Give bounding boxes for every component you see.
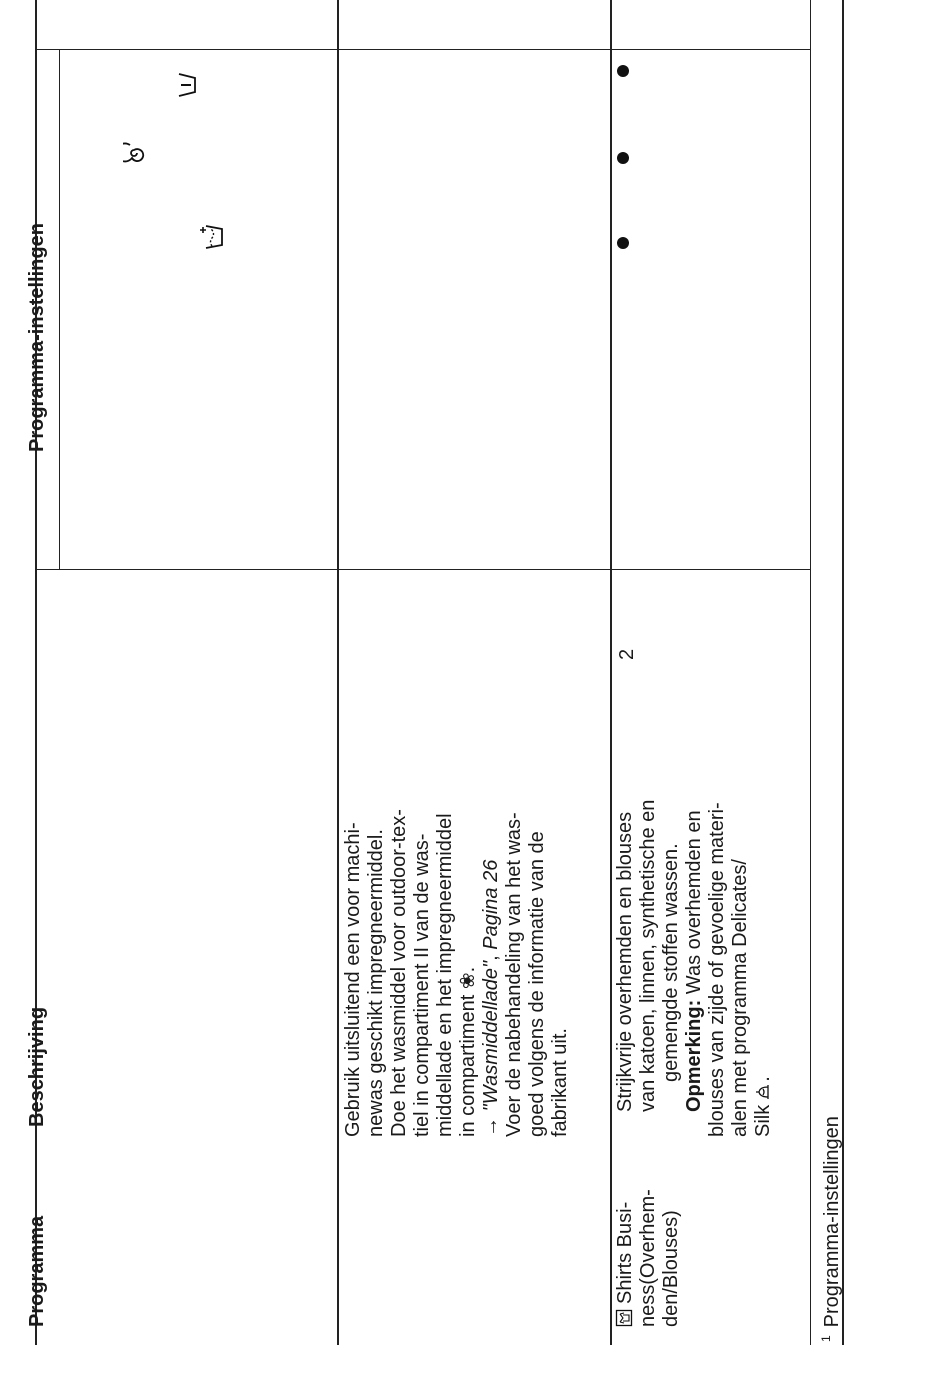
row1-desc-line: Gebruik uitsluitend een voor machi- (342, 822, 364, 1137)
prewash-icon (198, 222, 226, 252)
row1-desc-line: in compartiment ❀. (457, 966, 479, 1137)
row2-note-line: alen met programma Delicates/ (729, 859, 751, 1137)
row2-programma-line: ness(Overhem- (637, 1189, 659, 1327)
row1-desc-line: newas geschikt impregneermiddel. (365, 829, 387, 1137)
row2-desc-line: van katoen, linnen, synthetische en (637, 799, 659, 1112)
row2-description (614, 800, 775, 1137)
row2-desc-line: gemengde stoffen wassen. (660, 843, 682, 1082)
row1-desc-line: middellade en het impregneermiddel (434, 813, 456, 1137)
rule-top (35, 0, 37, 1345)
footnote-marker: 1 (819, 1335, 833, 1342)
rule-col-settings (35, 569, 811, 570)
row2-note-line: blouses van zijde of gevoelige materi- (706, 802, 728, 1137)
footnote (814, 1116, 844, 1342)
row2-note-first (683, 800, 706, 1137)
row1-desc-line: Doe het wasmiddel voor outdoor-tex- (388, 809, 410, 1137)
row1-desc-reference (480, 809, 503, 1137)
rule-header (59, 50, 60, 570)
row2-number: 2 (616, 648, 638, 660)
reference-arrow: → (480, 1111, 502, 1137)
delicates-icon (754, 1082, 772, 1102)
reference-separator: , (480, 949, 502, 961)
programma-name-line: Shirts Busi- (614, 1201, 636, 1304)
header-programma: Programma (26, 1215, 48, 1327)
row1-desc-line: Voer de nabehandeling van het was- (503, 812, 525, 1137)
reference-link[interactable]: "Wasmiddellade" (480, 960, 502, 1112)
row1-description (342, 809, 572, 1137)
rule-table-end (810, 0, 811, 1345)
row1-desc-line: goed volgens de informatie van de (526, 831, 548, 1137)
setting-dot (617, 237, 629, 249)
note-text: Was overhemden en (683, 810, 705, 1000)
note-label: Opmerking: (683, 999, 705, 1112)
reference-page[interactable]: Pagina 26 (480, 859, 502, 950)
header-beschrijving: Beschrijving (26, 1006, 48, 1127)
rule-row1-top (337, 0, 339, 1345)
row2-programma (614, 1189, 683, 1327)
row2-programma-line: den/Blouses) (660, 1210, 682, 1327)
row2-desc-line: Strijkvrije overhemden en blouses (614, 811, 636, 1112)
row2-note-last (752, 800, 775, 1137)
note-last-word: Silk (752, 1104, 774, 1137)
setting-dot (617, 152, 629, 164)
rinse-stop-icon (175, 70, 205, 100)
footnote-text: Programma-instellingen (821, 1116, 843, 1328)
row1-desc-line: tiel in compartiment II van de was- (411, 833, 433, 1137)
rule-col-programma (35, 49, 811, 50)
setting-dot (617, 65, 629, 77)
shirt-icon (615, 1309, 633, 1327)
row2-programma-line (614, 1189, 637, 1327)
row1-desc-line: fabrikant uit. (549, 1028, 571, 1137)
rule-row2-top (610, 0, 612, 1345)
header-instellingen: Programma-instellingen (26, 223, 48, 452)
note-end: . (752, 1076, 774, 1082)
spin-icon (123, 140, 151, 166)
